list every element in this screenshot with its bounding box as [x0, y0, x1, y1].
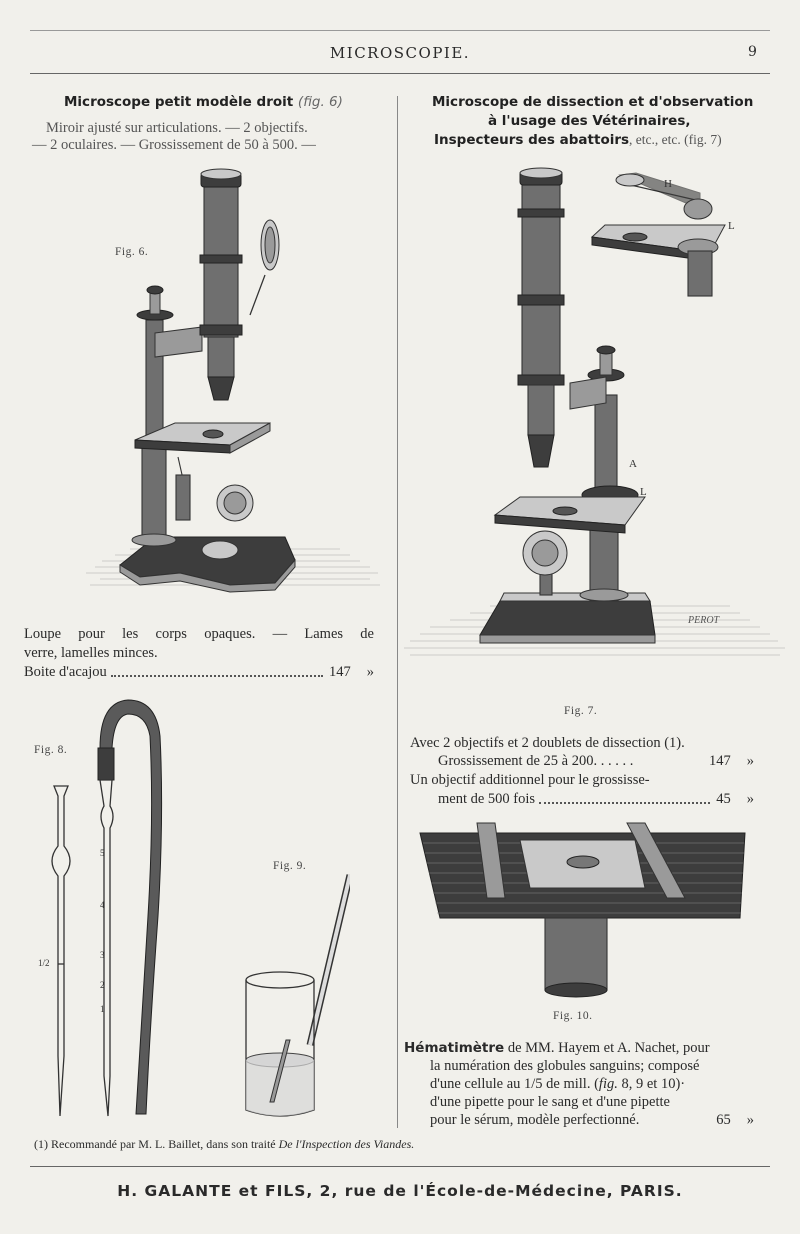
fig7-letter-l-top: L: [728, 220, 735, 232]
box-price-row: [24, 664, 374, 681]
extra-line2: ment de 500 fois: [438, 791, 536, 807]
offer-unit: »: [746, 753, 754, 769]
right-heading-line1: Microscope de dissection et d'observation: [432, 94, 754, 110]
extra-price: 45: [716, 791, 731, 807]
fig10-hematimeter-illustration: [415, 818, 755, 1008]
extra-price-row: [438, 791, 754, 808]
left-heading: [64, 94, 343, 110]
pipette-mark-1: 1: [100, 1004, 105, 1014]
footer-rule: [30, 1166, 770, 1167]
hema-line1: [404, 1040, 710, 1057]
right-heading-tail: , etc., etc. (fig. 7): [629, 132, 722, 147]
footnote: [34, 1137, 414, 1152]
fig9-beaker-illustration: [230, 870, 350, 1126]
hema-line1-text: de MM. Hayem et A. Nachet, pour: [504, 1040, 710, 1056]
header-rule-top: [30, 30, 770, 31]
hema-title: Hématimètre: [404, 1040, 505, 1056]
right-heading-line2: à l'usage des Vétérinaires,: [488, 113, 691, 129]
publisher-footer: H. GALANTE et FILS, 2, rue de l'École-de-Médecine, PARIS.: [117, 1182, 683, 1200]
box-price: 147: [329, 664, 351, 680]
hema-line3-ref: fig.: [598, 1076, 618, 1092]
page-number: 9: [748, 44, 757, 60]
box-unit: »: [366, 664, 374, 680]
hema-line5: [430, 1112, 754, 1129]
offer-line2: [438, 753, 754, 770]
fig7-letter-h: H: [664, 178, 672, 190]
pipette-mark-2: 2: [100, 980, 105, 990]
hema-line4: d'une pipette pour le sang et d'une pipette: [430, 1094, 670, 1110]
fig7-letter-a: A: [629, 458, 637, 470]
left-desc-line1: Miroir ajusté sur articulations. — 2 objectifs.: [46, 120, 308, 136]
offer-line2-text: Grossissement de 25 à 200. . . . . .: [438, 753, 634, 769]
header-rule: [30, 73, 770, 74]
fig8-pipettes-illustration: [38, 696, 188, 1126]
fig6-label: Fig. 6.: [115, 246, 149, 258]
pipette-mark-5: 5: [100, 848, 105, 858]
fig10-label: Fig. 10.: [553, 1010, 593, 1022]
hema-price: 65: [716, 1112, 731, 1128]
fig7-label: Fig. 7.: [564, 705, 598, 717]
offer-price: 147: [709, 753, 731, 769]
hema-line5-text: pour le sérum, modèle perfectionné.: [430, 1112, 640, 1128]
hema-line3: [430, 1076, 685, 1093]
left-heading-ref: (fig. 6): [297, 94, 343, 110]
extra-line1: Un objectif additionnel pour le grossisse-: [410, 772, 650, 788]
offer-line1: Avec 2 objectifs et 2 doublets de dissection (1).: [410, 735, 685, 751]
hema-line3a: d'une cellule au 1/5 de mill. (: [430, 1076, 599, 1092]
dot-leader: [111, 675, 323, 677]
pipette-mark-3: 3: [100, 950, 105, 960]
footnote-title: De l'Inspection des Viandes.: [278, 1137, 415, 1151]
page-title: MICROSCOPIE.: [329, 44, 471, 62]
box-label: Boite d'acajou: [24, 664, 107, 680]
hema-line3b: 8, 9 et 10)·: [617, 1076, 686, 1092]
fig6-microscope-illustration: [80, 165, 390, 605]
fig7-letter-l-mid: L: [640, 486, 647, 498]
column-divider: [397, 96, 398, 1128]
dot-leader: [539, 802, 710, 804]
right-heading-line3: [434, 132, 722, 148]
footnote-text: (1) Recommandé par M. L. Baillet, dans son traité: [34, 1137, 279, 1151]
extra-unit: »: [746, 791, 754, 807]
hema-unit: »: [746, 1112, 754, 1128]
left-after-line2: verre, lamelles minces.: [24, 645, 158, 661]
pipette-mark-4: 4: [100, 900, 105, 910]
fig9-label: Fig. 9.: [273, 860, 307, 872]
left-heading-text: Microscope petit modèle droit: [64, 94, 294, 110]
fig8-label: Fig. 8.: [34, 744, 68, 756]
right-heading-line3-text: Inspecteurs des abattoirs: [434, 132, 630, 148]
pipette-mark-half: 1/2: [38, 958, 50, 968]
left-after-line1: Loupe pour les corps opaques. — Lames de: [24, 626, 374, 642]
engraver-signature: PEROT: [688, 615, 720, 626]
left-desc-line2: — 2 oculaires. — Grossissement de 50 à 500. —: [32, 137, 316, 153]
hema-line2: la numération des globules sanguins; composé: [430, 1058, 700, 1074]
fig7-microscope-illustration: [400, 165, 795, 685]
